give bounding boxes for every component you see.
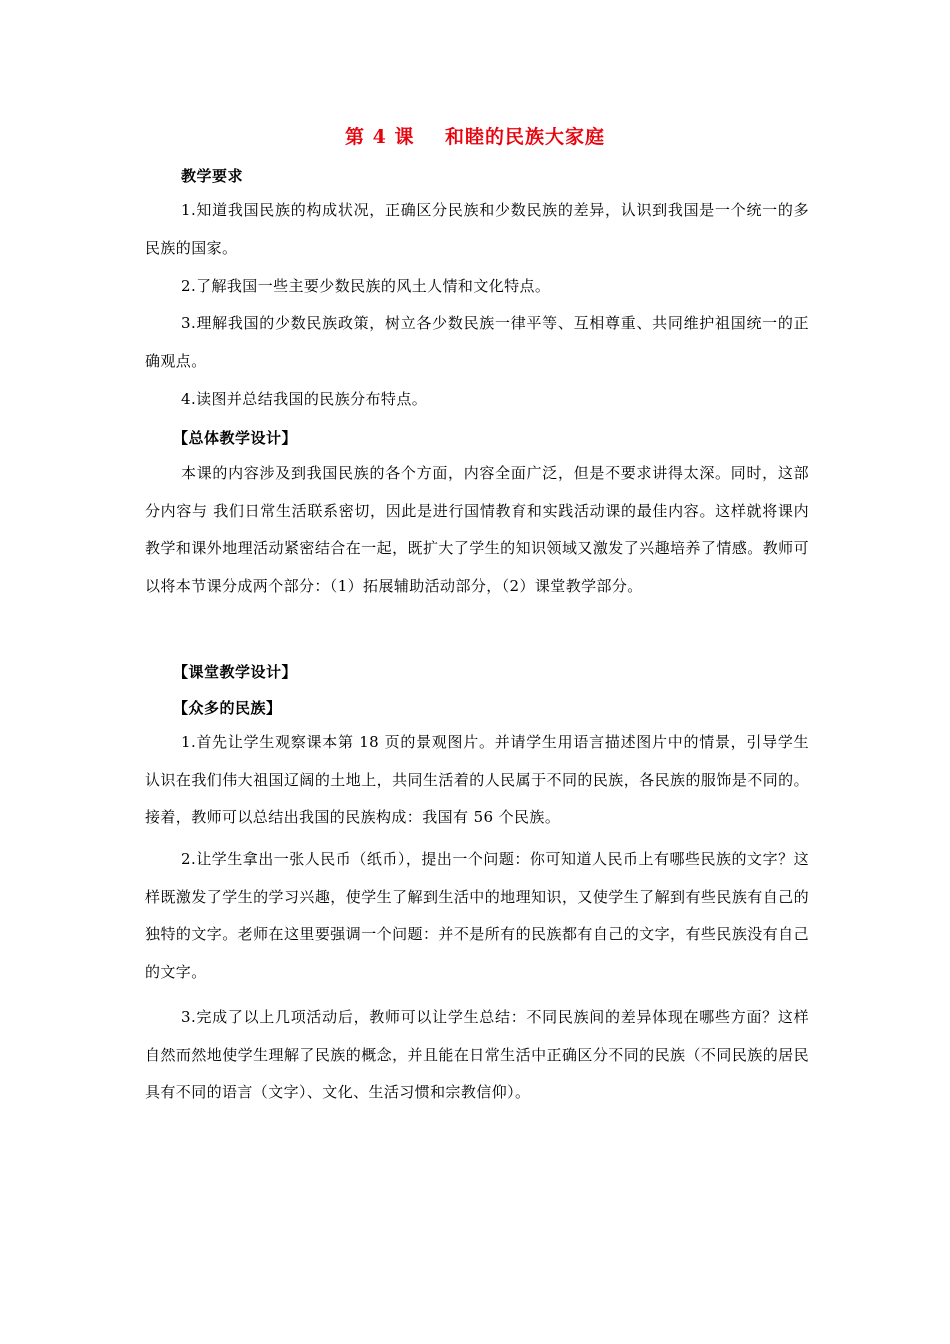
- requirement-item: 3.理解我国的少数民族政策，树立各少数民族一律平等、互相尊重、共同维护祖国统一的正确观点。: [145, 314, 809, 370]
- classroom-design-heading: 【课堂教学设计】: [173, 663, 298, 681]
- lesson-title: 第 4 课 和睦的民族大家庭: [345, 126, 605, 148]
- classroom-item: 2.让学生拿出一张人民币（纸币），提出一个问题：你可知道人民币上有哪些民族的文字？这样既激发了学生的学习兴趣，使学生了解到生活中的地理知识，又使学生了解到有些民族有自己的独特的文字。老师在这里要强调一个问题：并不是所有的民族都有自己的文字，有些民族没有自己的文字。: [145, 850, 809, 981]
- requirement-item: 2.了解我国一些主要少数民族的风土人情和文化特点。: [181, 277, 551, 295]
- overall-design-heading: 【总体教学设计】: [173, 429, 298, 447]
- section-subheading: 【众多的民族】: [173, 699, 282, 717]
- overall-design-text: 本课的内容涉及到我国民族的各个方面，内容全面广泛，但是不要求讲得太深。同时，这部分内容与 我们日常生活联系密切，因此是进行国情教育和实践活动课的最佳内容。这样就将课内教学和课外地理活动紧密结合在一起，既扩大了学生的知识领域又激发了兴趣培养了情感。教师可以将本节课分成两个部分：（1）拓展辅助活动部分，（2）课堂教学部分。: [145, 464, 809, 595]
- requirement-item: 1.知道我国民族的构成状况，正确区分民族和少数民族的差异，认识到我国是一个统一的多民族的国家。: [145, 201, 809, 257]
- classroom-item: 1.首先让学生观察课本第 18 页的景观图片。并请学生用语言描述图片中的情景，引导学生认识在我们伟大祖国辽阔的土地上，共同生活着的人民属于不同的民族，各民族的服饰是不同的。接着，教师可以总结出我国的民族构成：我国有 56 个民族。: [145, 733, 809, 826]
- classroom-item: 3.完成了以上几项活动后，教师可以让学生总结：不同民族间的差异体现在哪些方面？这样自然而然地使学生理解了民族的概念，并且能在日常生活中正确区分不同的民族（不同民族的居民具有不同的语言（文字）、文化、生活习惯和宗教信仰）。: [145, 1008, 809, 1101]
- requirements-heading: 教学要求: [181, 167, 244, 185]
- requirement-item: 4.读图并总结我国的民族分布特点。: [181, 390, 428, 408]
